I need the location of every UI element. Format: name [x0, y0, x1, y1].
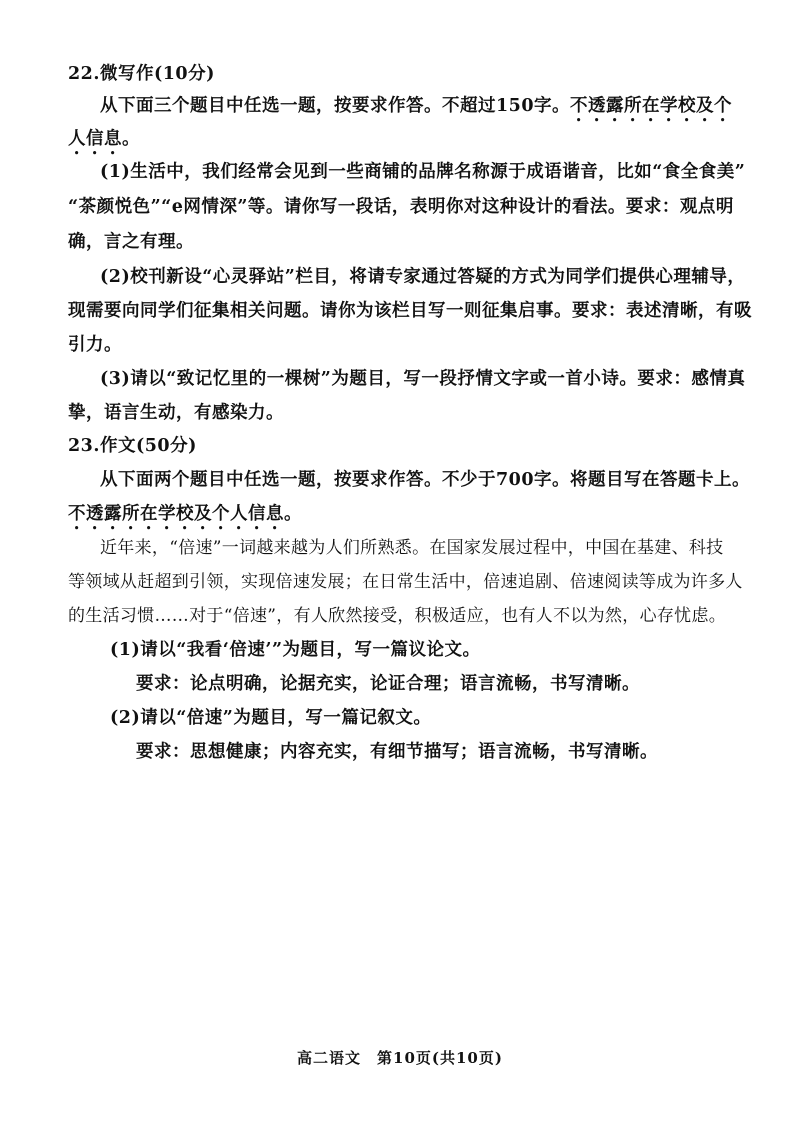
q22-intro-text: 从下面三个题目中任选一题，按要求作答。不超过150字。: [100, 96, 571, 116]
q22-intro-line1: [100, 94, 732, 126]
q22-intro-emphasis-cont: 人信息: [68, 129, 122, 149]
q22-opt2-line3: 引力。: [68, 335, 122, 355]
q22-opt1-line2: “茶颜悦色”“e网情深”等。请你写一段话，表明你对这种设计的看法。要求：观点明: [68, 197, 734, 217]
q22-opt2-line1: (2)校刊新设“心灵驿站”栏目，将请专家通过答疑的方式为同学们提供心理辅导，: [100, 267, 746, 287]
q22-opt1-line3: 确，言之有理。: [68, 232, 194, 252]
page-footer: 高二语文 第10页(共10页): [297, 1049, 503, 1067]
q23-opt2-prompt: (2)请以“倍速”为题目，写一篇记叙文。: [110, 708, 432, 728]
q22-intro-line2: [68, 127, 140, 159]
q23-material-line2: 等领域从赶超到引领，实现倍速发展；在日常生活中，倍速追剧、倍速阅读等成为许多人: [68, 572, 743, 592]
q22-opt2-line2: 现需要向同学们征集相关问题。请你为该栏目写一则征集启事。要求：表述清晰，有吸: [68, 301, 752, 321]
q23-intro-line1: 从下面两个题目中任选一题，按要求作答。不少于700字。将题目写在答题卡上。: [100, 470, 751, 490]
q22-title: 22.微写作(10分): [68, 64, 215, 84]
q23-material-line1: 近年来，“倍速”一词越来越为人们所熟悉。在国家发展过程中，中国在基建、科技: [100, 538, 724, 558]
q22-opt1-line1: (1)生活中，我们经常会见到一些商铺的品牌名称源于成语谐音，比如“食全食美”: [100, 162, 746, 182]
q22-opt3-line2: 挚，语言生动，有感染力。: [68, 403, 284, 423]
q23-intro-emphasis: 不透露所在学校及个人信息: [68, 504, 284, 524]
q22-opt3-line1: (3)请以“致记忆里的一棵树”为题目，写一段抒情文字或一首小诗。要求：感情真: [100, 369, 746, 389]
q23-material-line3: 的生活习惯……对于“倍速”，有人欣然接受，积极适应，也有人不以为然，心存忧虑。: [68, 606, 727, 626]
q23-intro-end: 。: [284, 504, 302, 524]
q23-opt2-requirement: 要求：思想健康；内容充实，有细节描写；语言流畅，书写清晰。: [136, 742, 658, 762]
q23-intro-line2: [68, 502, 302, 534]
q23-title: 23.作文(50分): [68, 436, 197, 456]
q22-intro-end: 。: [122, 129, 140, 149]
q23-opt1-requirement: 要求：论点明确，论据充实，论证合理；语言流畅，书写清晰。: [136, 674, 640, 694]
q23-opt1-prompt: (1)请以“我看‘倍速’”为题目，写一篇议论文。: [110, 640, 481, 660]
q22-intro-emphasis: 不透露所在学校及个: [570, 96, 733, 116]
